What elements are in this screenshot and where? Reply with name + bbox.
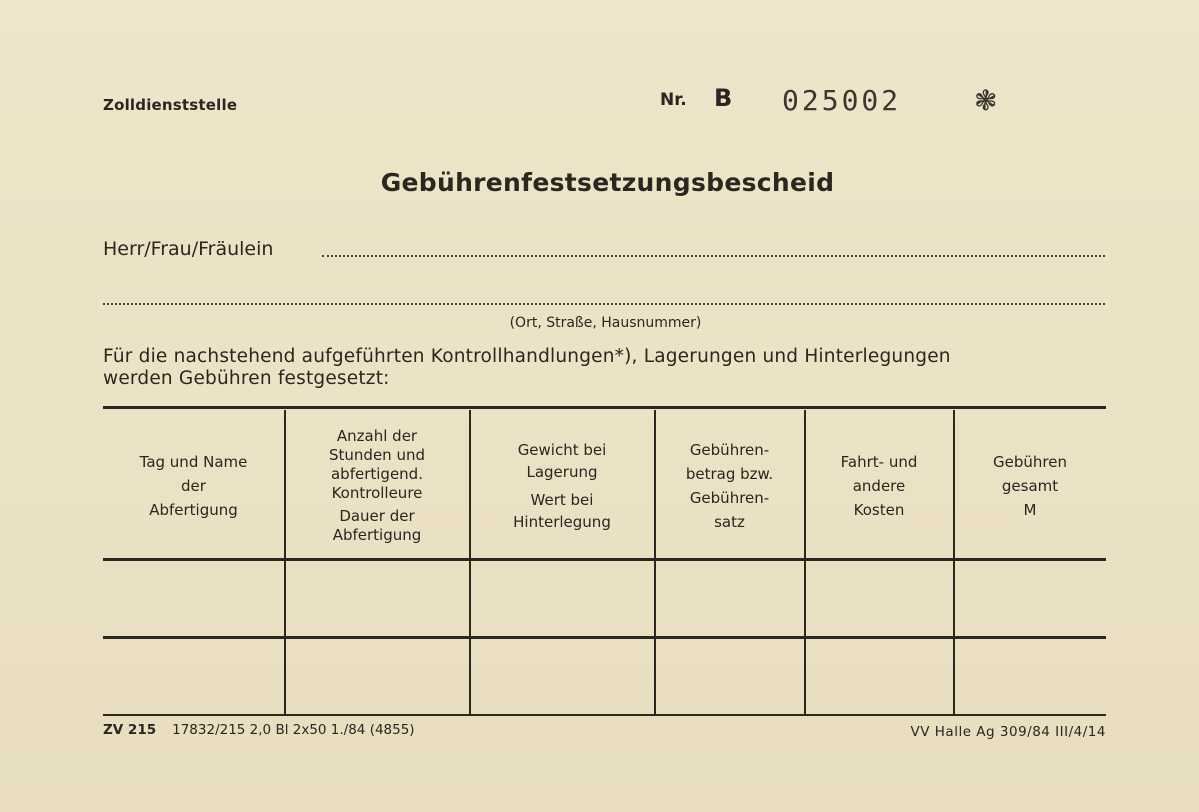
table-row[interactable] bbox=[103, 639, 1106, 714]
flower-stamp-icon: ❃ bbox=[974, 84, 998, 117]
header-line: Gebühren- bbox=[689, 440, 770, 459]
header-line: Dauer der bbox=[339, 506, 415, 525]
header-line: satz bbox=[714, 512, 745, 531]
header-line: Stunden und bbox=[329, 445, 425, 464]
header-line: gesamt bbox=[1001, 476, 1059, 495]
header-line: der bbox=[181, 476, 206, 495]
form-code: ZV 215 bbox=[103, 722, 157, 738]
header-line: Gebühren bbox=[993, 452, 1067, 471]
print-info: 17832/215 2,0 Bl 2x50 1./84 (4855) bbox=[172, 722, 415, 738]
name-fill-line[interactable] bbox=[322, 255, 1105, 257]
header-line: Abfertigung bbox=[332, 525, 422, 544]
number-label: Nr. bbox=[660, 90, 687, 110]
form-title: Gebührenfestsetzungsbescheid bbox=[380, 168, 835, 197]
header-total-fees bbox=[954, 412, 1106, 559]
header-line: Anzahl der bbox=[336, 426, 418, 445]
header-line: M bbox=[1023, 500, 1037, 519]
series-letter: B bbox=[714, 84, 733, 112]
header-line: andere bbox=[852, 476, 906, 495]
header-line: Abfertigung bbox=[149, 500, 238, 519]
header-line: betrag bzw. bbox=[685, 464, 774, 483]
serial-number: 025002 bbox=[782, 84, 902, 117]
office-label: Zolldienststelle bbox=[103, 96, 238, 114]
header-line: Kontrolleure bbox=[331, 483, 423, 502]
header-line: Gebühren- bbox=[689, 488, 770, 507]
header-line: Fahrt- und bbox=[840, 452, 918, 471]
table-top-rule bbox=[103, 406, 1106, 409]
header-hours-inspectors bbox=[285, 412, 469, 559]
table-row[interactable] bbox=[103, 561, 1106, 636]
address-hint: (Ort, Straße, Hausnummer) bbox=[509, 315, 702, 331]
header-day-name bbox=[103, 412, 284, 559]
salutation-label: Herr/Frau/Fräulein bbox=[103, 238, 274, 260]
header-line: Wert bei bbox=[530, 490, 594, 509]
intro-line-1: Für die nachstehend aufgeführten Kontrollhandlungen*), Lagerungen und Hinterlegungen bbox=[103, 346, 951, 367]
header-line: Kosten bbox=[853, 500, 905, 519]
header-fee-amount bbox=[655, 412, 804, 559]
intro-line-2: werden Gebühren festgesetzt: bbox=[103, 368, 390, 389]
header-line: Tag und Name bbox=[139, 452, 248, 471]
table-bottom-rule bbox=[103, 714, 1106, 716]
footer-publisher: VV Halle Ag 309/84 III/4/14 bbox=[910, 724, 1106, 740]
header-line: Gewicht bei bbox=[517, 440, 607, 459]
header-weight-value bbox=[470, 412, 654, 559]
header-line: Lagerung bbox=[526, 462, 598, 481]
footer-print-info bbox=[103, 722, 415, 738]
header-travel-costs bbox=[805, 412, 953, 559]
header-line: Hinterlegung bbox=[513, 512, 611, 531]
header-line: abfertigend. bbox=[330, 464, 423, 483]
address-fill-line[interactable] bbox=[103, 303, 1105, 305]
